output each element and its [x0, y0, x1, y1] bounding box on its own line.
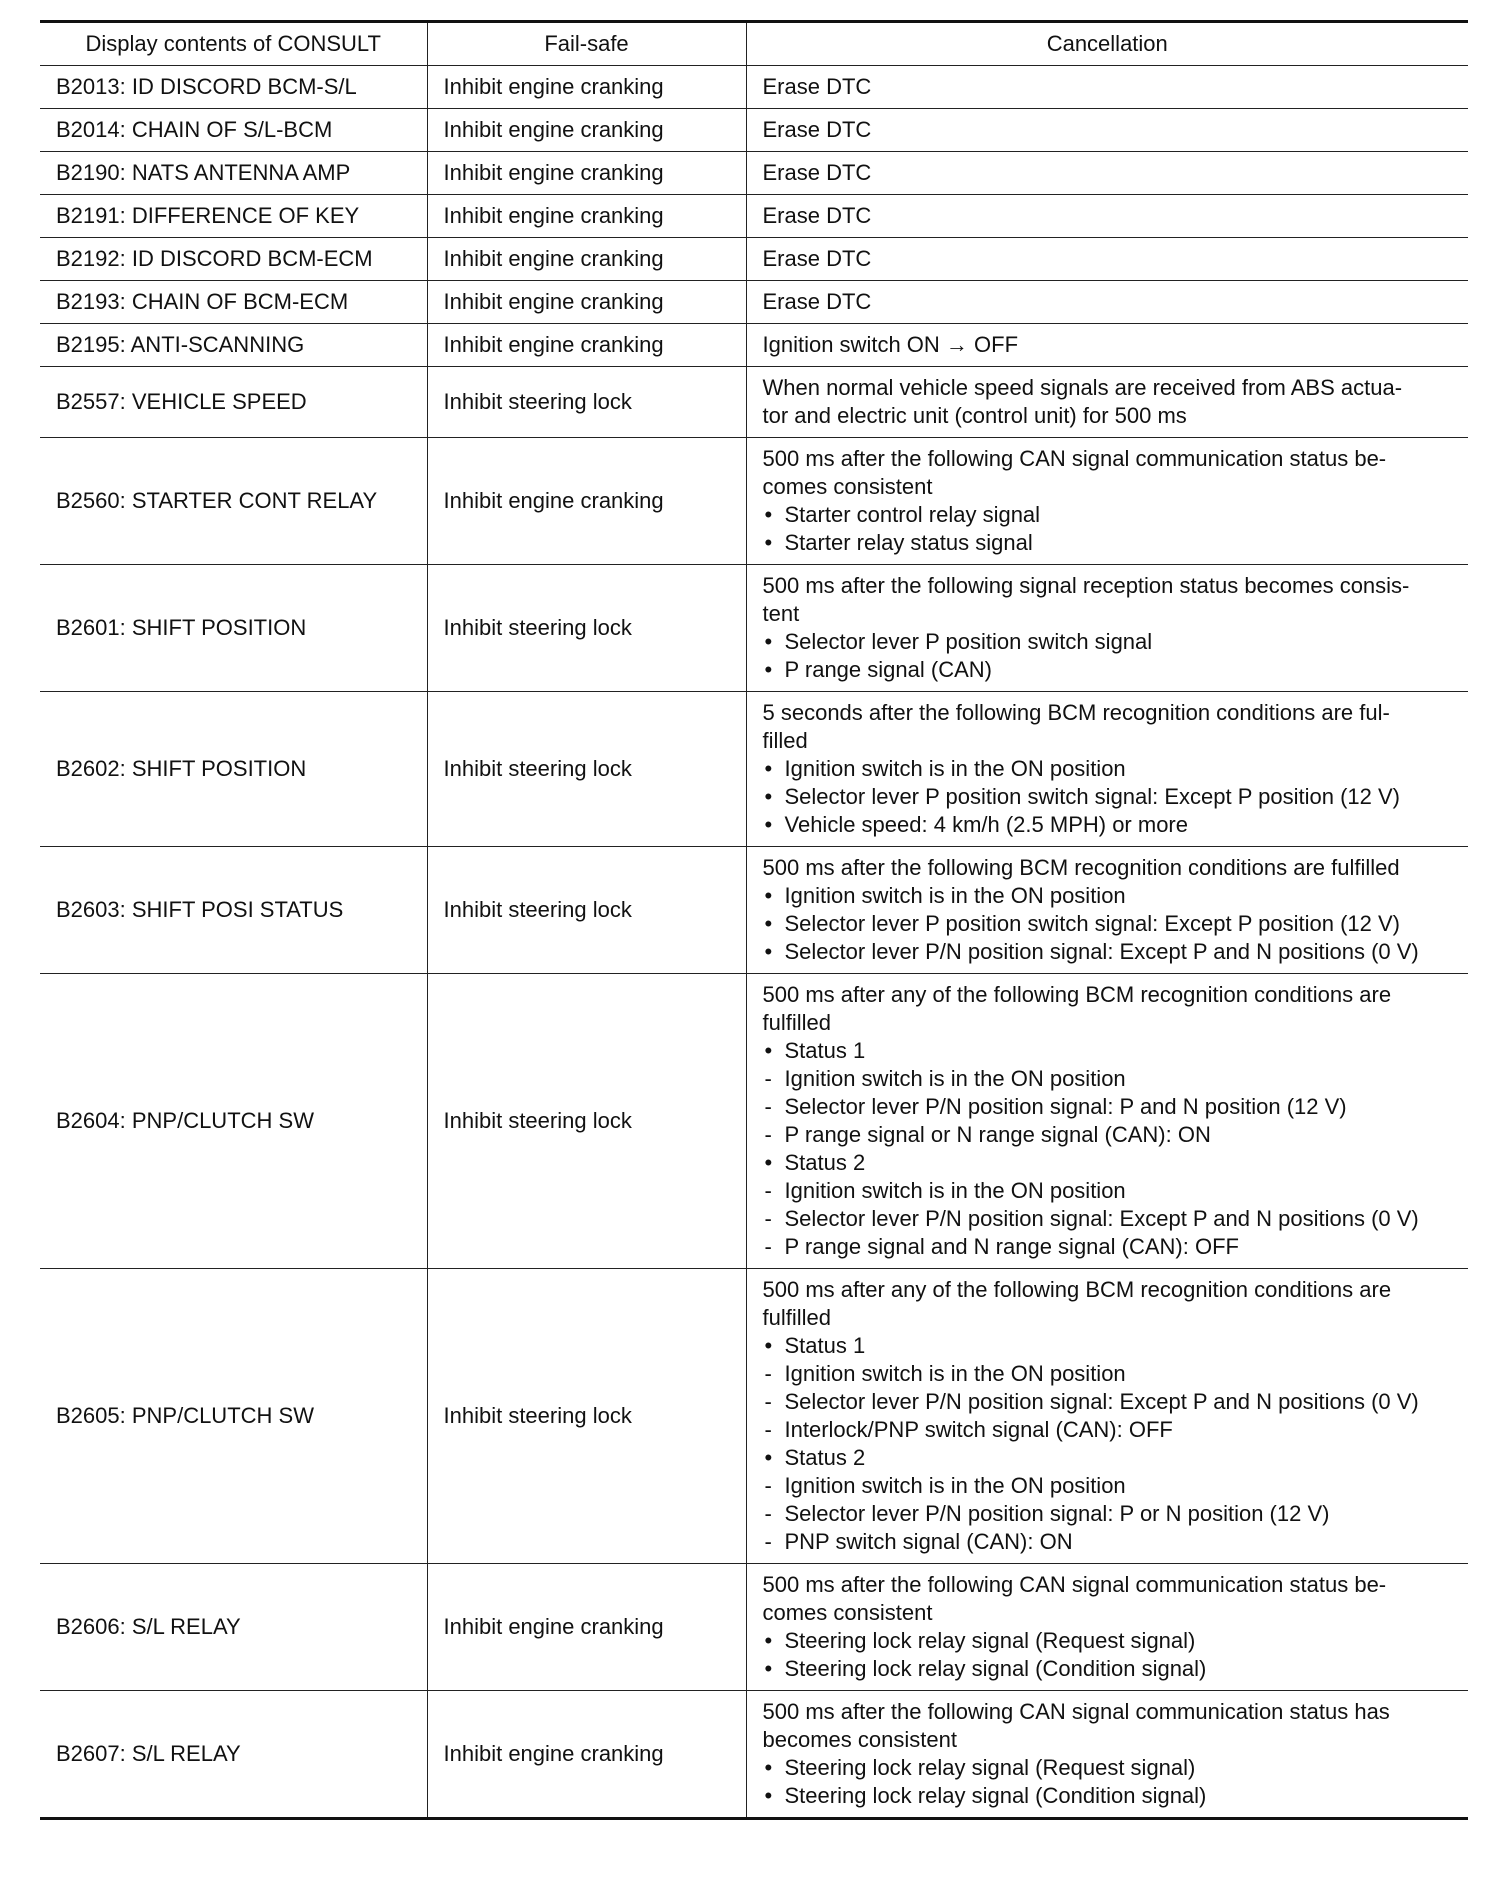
bullet-marker: •: [764, 657, 773, 682]
dash-marker: -: [764, 1066, 772, 1091]
cancellation-cell: [746, 324, 1468, 367]
cancellation-line: [763, 1627, 1461, 1655]
cancellation-text: 500 ms after any of the following BCM recognition conditions are: [762, 982, 1392, 1007]
failsafe-cell: Inhibit steering lock: [427, 1269, 746, 1564]
table-row: [40, 1269, 1468, 1564]
cancellation-line: [763, 755, 1461, 783]
dash-marker: -: [764, 1389, 772, 1414]
cancellation-text: Steering lock relay signal (Condition signal): [784, 1783, 1207, 1808]
cancellation-line: [763, 1276, 1461, 1304]
bullet-marker: •: [764, 939, 773, 964]
table-body: [40, 66, 1468, 1819]
cancellation-line: [763, 1233, 1461, 1261]
cancellation-text: PNP switch signal (CAN): ON: [784, 1529, 1073, 1554]
failsafe-cell: Inhibit steering lock: [427, 974, 746, 1269]
cancellation-text: P range signal or N range signal (CAN): ON: [784, 1122, 1211, 1147]
cancellation-text: 500 ms after the following signal reception status becomes consis-: [762, 573, 1410, 598]
bullet-marker: •: [764, 1656, 773, 1681]
dash-marker: -: [764, 1234, 772, 1259]
table-row: [40, 1691, 1468, 1819]
table-row: [40, 195, 1468, 238]
cancellation-text: 500 ms after the following CAN signal communication status be-: [762, 446, 1387, 471]
cancellation-cell: [746, 565, 1468, 692]
cancellation-text: Status 2: [784, 1150, 866, 1175]
cancellation-line: [763, 1332, 1461, 1360]
cancellation-cell: [746, 1564, 1468, 1691]
cancellation-text: Ignition switch is in the ON position: [784, 883, 1126, 908]
cancellation-line: [763, 116, 1461, 144]
cancellation-cell: [746, 66, 1468, 109]
cancellation-line: [763, 600, 1461, 628]
cancellation-line: [763, 1472, 1461, 1500]
cancellation-text: P range signal and N range signal (CAN): OFF: [784, 1234, 1239, 1259]
table-row: [40, 974, 1468, 1269]
cancellation-cell: [746, 195, 1468, 238]
cancellation-text: Starter relay status signal: [784, 530, 1033, 555]
cancellation-text: 5 seconds after the following BCM recognition conditions are ful-: [762, 700, 1390, 725]
dash-marker: -: [764, 1178, 772, 1203]
table-row: [40, 152, 1468, 195]
cancellation-text: Selector lever P/N position signal: Except P and N positions (0 V): [784, 939, 1419, 964]
cancellation-line: [763, 1599, 1461, 1627]
cancellation-line: [763, 1037, 1461, 1065]
cancellation-cell: [746, 847, 1468, 974]
cancellation-text: fulfilled: [762, 1010, 831, 1035]
dash-marker: -: [764, 1206, 772, 1231]
failsafe-cell: Inhibit engine cranking: [427, 195, 746, 238]
cancellation-text: 500 ms after the following CAN signal communication status has: [762, 1699, 1390, 1724]
table-row: [40, 692, 1468, 847]
display-cell: B2607: S/L RELAY: [40, 1691, 427, 1819]
cancellation-line: [763, 1655, 1461, 1683]
table-header: [40, 22, 1468, 66]
cancellation-line: [763, 854, 1461, 882]
cancellation-line: [763, 1698, 1461, 1726]
cancellation-line: [763, 1444, 1461, 1472]
dash-marker: -: [764, 1529, 772, 1554]
cancellation-line: [763, 699, 1461, 727]
display-cell: B2190: NATS ANTENNA AMP: [40, 152, 427, 195]
dash-marker: -: [764, 1094, 772, 1119]
cancellation-line: [763, 811, 1461, 839]
cancellation-text: Starter control relay signal: [784, 502, 1041, 527]
display-cell: B2603: SHIFT POSI STATUS: [40, 847, 427, 974]
table-row: [40, 1564, 1468, 1691]
cancellation-cell: [746, 974, 1468, 1269]
table-row: [40, 324, 1468, 367]
cancellation-line: [763, 783, 1461, 811]
cancellation-cell: [746, 1691, 1468, 1819]
dash-marker: -: [764, 1417, 772, 1442]
display-cell: B2604: PNP/CLUTCH SW: [40, 974, 427, 1269]
cancellation-text: Status 1: [784, 1333, 866, 1358]
cancellation-text: Selector lever P position switch signal: [784, 629, 1153, 654]
cancellation-text: Selector lever P/N position signal: P and N position (12 V): [784, 1094, 1347, 1119]
bullet-marker: •: [764, 1333, 773, 1358]
display-cell: B2602: SHIFT POSITION: [40, 692, 427, 847]
failsafe-cell: Inhibit steering lock: [427, 367, 746, 438]
cancellation-text: Erase DTC: [762, 117, 872, 142]
cancellation-text: Ignition switch is in the ON position: [784, 1473, 1126, 1498]
cancellation-line: [763, 1149, 1461, 1177]
cancellation-text: Status 1: [784, 1038, 866, 1063]
cancellation-text: 500 ms after the following BCM recognition conditions are fulfilled: [762, 855, 1400, 880]
cancellation-text: Ignition switch ON → OFF: [762, 332, 1019, 357]
cancellation-line: [763, 445, 1461, 473]
table-row: [40, 847, 1468, 974]
cancellation-text: Selector lever P position switch signal: Except P position (12 V): [784, 784, 1400, 809]
cancellation-text: fulfilled: [762, 1305, 831, 1330]
cancellation-line: [763, 473, 1461, 501]
cancellation-cell: [746, 692, 1468, 847]
cancellation-text: comes consistent: [762, 1600, 933, 1625]
cancellation-line: [763, 572, 1461, 600]
cancellation-line: [763, 159, 1461, 187]
cancellation-line: [763, 1500, 1461, 1528]
dash-marker: -: [764, 1361, 772, 1386]
cancellation-line: [763, 1065, 1461, 1093]
bullet-marker: •: [764, 911, 773, 936]
cancellation-line: [763, 1726, 1461, 1754]
dtc-fail-safe-table: [40, 20, 1468, 1820]
header-fail-safe: Fail-safe: [427, 22, 746, 66]
cancellation-line: [763, 501, 1461, 529]
cancellation-cell: [746, 152, 1468, 195]
failsafe-cell: Inhibit steering lock: [427, 847, 746, 974]
cancellation-line: [763, 1416, 1461, 1444]
cancellation-cell: [746, 238, 1468, 281]
table-row: [40, 238, 1468, 281]
cancellation-cell: [746, 1269, 1468, 1564]
dash-marker: -: [764, 1501, 772, 1526]
bullet-marker: •: [764, 1445, 773, 1470]
cancellation-cell: [746, 109, 1468, 152]
failsafe-cell: Inhibit engine cranking: [427, 152, 746, 195]
cancellation-line: [763, 910, 1461, 938]
cancellation-text: Steering lock relay signal (Request signal): [784, 1628, 1196, 1653]
cancellation-line: [763, 628, 1461, 656]
bullet-marker: •: [764, 1628, 773, 1653]
dash-marker: -: [764, 1122, 772, 1147]
cancellation-text: Selector lever P/N position signal: P or N position (12 V): [784, 1501, 1330, 1526]
cancellation-line: [763, 1205, 1461, 1233]
bullet-marker: •: [764, 629, 773, 654]
cancellation-line: [763, 245, 1461, 273]
failsafe-cell: Inhibit engine cranking: [427, 109, 746, 152]
dash-marker: -: [764, 1473, 772, 1498]
display-cell: B2601: SHIFT POSITION: [40, 565, 427, 692]
cancellation-line: [763, 981, 1461, 1009]
cancellation-line: [763, 1528, 1461, 1556]
cancellation-line: [763, 1177, 1461, 1205]
cancellation-line: [763, 1754, 1461, 1782]
display-cell: B2195: ANTI-SCANNING: [40, 324, 427, 367]
table-row: [40, 281, 1468, 324]
cancellation-text: 500 ms after the following CAN signal communication status be-: [762, 1572, 1387, 1597]
failsafe-cell: Inhibit engine cranking: [427, 281, 746, 324]
cancellation-line: [763, 1571, 1461, 1599]
cancellation-line: [763, 1093, 1461, 1121]
cancellation-line: [763, 1360, 1461, 1388]
cancellation-text: Erase DTC: [762, 289, 872, 314]
cancellation-line: [763, 202, 1461, 230]
cancellation-line: [763, 882, 1461, 910]
cancellation-line: [763, 1009, 1461, 1037]
display-cell: B2606: S/L RELAY: [40, 1564, 427, 1691]
bullet-marker: •: [764, 756, 773, 781]
cancellation-line: [763, 1782, 1461, 1810]
display-cell: B2014: CHAIN OF S/L-BCM: [40, 109, 427, 152]
table-row: [40, 367, 1468, 438]
bullet-marker: •: [764, 502, 773, 527]
cancellation-cell: [746, 367, 1468, 438]
cancellation-text: becomes consistent: [762, 1727, 957, 1752]
display-cell: B2605: PNP/CLUTCH SW: [40, 1269, 427, 1564]
cancellation-line: [763, 1388, 1461, 1416]
header-display-contents: Display contents of CONSULT: [40, 22, 427, 66]
failsafe-cell: Inhibit engine cranking: [427, 1691, 746, 1819]
bullet-marker: •: [764, 883, 773, 908]
cancellation-text: comes consistent: [762, 474, 933, 499]
cancellation-text: P range signal (CAN): [784, 657, 992, 682]
cancellation-text: Vehicle speed: 4 km/h (2.5 MPH) or more: [784, 812, 1188, 837]
cancellation-text: When normal vehicle speed signals are received from ABS actua-: [762, 375, 1403, 400]
bullet-marker: •: [764, 1150, 773, 1175]
table-row: [40, 109, 1468, 152]
cancellation-line: [763, 1121, 1461, 1149]
bullet-marker: •: [764, 1038, 773, 1063]
display-cell: B2013: ID DISCORD BCM-S/L: [40, 66, 427, 109]
cancellation-text: Erase DTC: [762, 160, 872, 185]
display-cell: B2191: DIFFERENCE OF KEY: [40, 195, 427, 238]
cancellation-text: tor and electric unit (control unit) for 500 ms: [762, 403, 1187, 428]
cancellation-cell: [746, 438, 1468, 565]
cancellation-line: [763, 374, 1461, 402]
cancellation-line: [763, 1304, 1461, 1332]
header-row: [40, 22, 1468, 66]
cancellation-text: Ignition switch is in the ON position: [784, 1361, 1126, 1386]
cancellation-text: Ignition switch is in the ON position: [784, 1066, 1126, 1091]
bullet-marker: •: [764, 1755, 773, 1780]
cancellation-text: Status 2: [784, 1445, 866, 1470]
bullet-marker: •: [764, 784, 773, 809]
header-cancellation: Cancellation: [746, 22, 1468, 66]
cancellation-text: tent: [762, 601, 800, 626]
cancellation-line: [763, 938, 1461, 966]
cancellation-text: Selector lever P/N position signal: Except P and N positions (0 V): [784, 1389, 1419, 1414]
table-row: [40, 565, 1468, 692]
failsafe-cell: Inhibit engine cranking: [427, 324, 746, 367]
cancellation-line: [763, 331, 1461, 359]
cancellation-line: [763, 402, 1461, 430]
failsafe-cell: Inhibit engine cranking: [427, 1564, 746, 1691]
cancellation-line: [763, 656, 1461, 684]
failsafe-cell: Inhibit steering lock: [427, 565, 746, 692]
failsafe-cell: Inhibit engine cranking: [427, 438, 746, 565]
cancellation-cell: [746, 281, 1468, 324]
cancellation-line: [763, 529, 1461, 557]
cancellation-text: filled: [762, 728, 808, 753]
cancellation-text: Steering lock relay signal (Request signal): [784, 1755, 1196, 1780]
cancellation-text: Selector lever P position switch signal: Except P position (12 V): [784, 911, 1400, 936]
cancellation-text: Ignition switch is in the ON position: [784, 1178, 1126, 1203]
cancellation-text: 500 ms after any of the following BCM recognition conditions are: [762, 1277, 1392, 1302]
bullet-marker: •: [764, 1783, 773, 1808]
display-cell: B2557: VEHICLE SPEED: [40, 367, 427, 438]
cancellation-text: Erase DTC: [762, 203, 872, 228]
table-row: [40, 66, 1468, 109]
display-cell: B2192: ID DISCORD BCM-ECM: [40, 238, 427, 281]
table-row: [40, 438, 1468, 565]
cancellation-text: Selector lever P/N position signal: Except P and N positions (0 V): [784, 1206, 1419, 1231]
cancellation-line: [763, 73, 1461, 101]
failsafe-cell: Inhibit engine cranking: [427, 238, 746, 281]
bullet-marker: •: [764, 530, 773, 555]
cancellation-text: Interlock/PNP switch signal (CAN): OFF: [784, 1417, 1173, 1442]
display-cell: B2560: STARTER CONT RELAY: [40, 438, 427, 565]
failsafe-cell: Inhibit steering lock: [427, 692, 746, 847]
cancellation-line: [763, 727, 1461, 755]
cancellation-text: Erase DTC: [762, 246, 872, 271]
bullet-marker: •: [764, 812, 773, 837]
cancellation-line: [763, 288, 1461, 316]
cancellation-text: Erase DTC: [762, 74, 872, 99]
failsafe-cell: Inhibit engine cranking: [427, 66, 746, 109]
display-cell: B2193: CHAIN OF BCM-ECM: [40, 281, 427, 324]
cancellation-text: Steering lock relay signal (Condition signal): [784, 1656, 1207, 1681]
cancellation-text: Ignition switch is in the ON position: [784, 756, 1126, 781]
